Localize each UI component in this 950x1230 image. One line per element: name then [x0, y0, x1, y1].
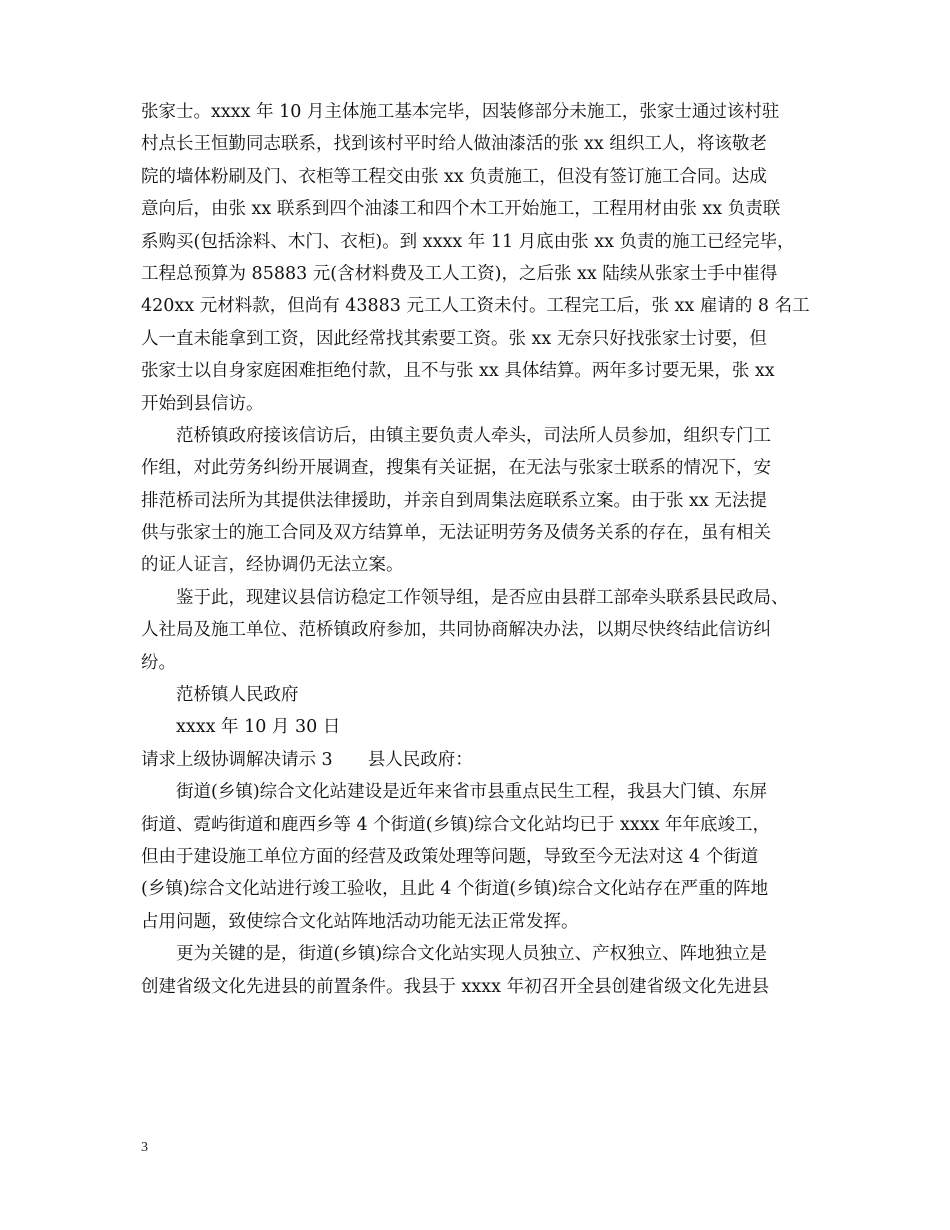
text-line: 纷。: [141, 652, 176, 673]
text-line: 街道、霓屿街道和鹿西乡等 4 个街道(乡镇)综合文化站均已于 xxxx 年年底竣工，: [141, 814, 771, 835]
text-line: 更为关键的是，街道(乡镇)综合文化站实现人员独立、产权独立、阵地独立是: [176, 944, 768, 965]
text-line: 作组，对此劳务纠纷开展调查，搜集有关证据，在无法与张家士联系的情况下，安: [141, 458, 771, 479]
text-line: 的证人证言，经协调仍无法立案。: [141, 555, 404, 576]
text-line: 院的墙体粉刷及门、衣柜等工程交由张 xx 负责施工，但没有签订施工合同。达成: [141, 166, 767, 187]
text-line: 工程总预算为 85883 元(含材料费及工人工资)，之后张 xx 陆续从张家士手中崔得: [141, 263, 778, 284]
text-line: 鉴于此，现建议县信访稳定工作领导组，是否应由县群工部牵头联系县民政局、: [176, 587, 789, 608]
text-line: 420xx 元材料款，但尚有 43883 元工人工资未付。工程完工后，张 xx 雇请的 8 名工: [141, 296, 810, 317]
text-line: 人一直未能拿到工资，因此经常找其索要工资。张 xx 无奈只好找张家士讨要，但: [141, 328, 767, 349]
text-line: (乡镇)综合文化站进行竣工验收，且此 4 个街道(乡镇)综合文化站存在严重的阵地: [141, 879, 769, 900]
text-line: 创建省级文化先进县的前置条件。我县于 xxxx 年初召开全县创建省级文化先进县: [141, 976, 770, 997]
text-line: 请求上级协调解决请示 3 县人民政府：: [141, 749, 473, 770]
text-line: 意向后，由张 xx 联系到四个油漆工和四个木工开始施工，工程用材由张 xx 负责联: [141, 199, 781, 220]
text-line: 系购买(包括涂料、木门、衣柜)。到 xxxx 年 11 月底由张 xx 负责的施工已经完毕，: [141, 231, 795, 252]
text-line: 张家士以自身家庭困难拒绝付款，且不与张 xx 具体结算。两年多讨要无果，张 xx: [141, 361, 775, 382]
text-line: 但由于建设施工单位方面的经营及政策处理等问题，导致至今无法对这 4 个街道: [141, 846, 759, 867]
document-body: [141, 96, 821, 1003]
text-line: xxxx 年 10 月 30 日: [176, 717, 341, 738]
text-line: 街道(乡镇)综合文化站建设是近年来省市县重点民生工程，我县大门镇、东屏: [176, 782, 768, 803]
text-line: 占用问题，致使综合文化站阵地活动功能无法正常发挥。: [141, 911, 579, 932]
text-line: 开始到县信访。: [141, 393, 264, 414]
text-line: 村点长王恒勤同志联系，找到该村平时给人做油漆活的张 xx 组织工人，将该敬老: [141, 134, 767, 155]
text-line: 范桥镇政府接该信访后，由镇主要负责人牵头，司法所人员参加，组织专门工: [176, 425, 771, 446]
text-line: 范桥镇人民政府: [176, 685, 299, 706]
text-line: 供与张家士的施工合同及双方结算单，无法证明劳务及债务关系的存在，虽有相关: [141, 523, 771, 544]
text-line: 人社局及施工单位、范桥镇政府参加，共同协商解决办法，以期尽快终结此信访纠: [141, 620, 771, 641]
page-number: 3: [141, 1140, 148, 1155]
text-line: 排范桥司法所为其提供法律援助，并亲自到周集法庭联系立案。由于张 xx 无法提: [141, 490, 767, 511]
text-line: 张家士。xxxx 年 10 月主体施工基本完毕，因装修部分未施工，张家士通过该村驻: [141, 102, 780, 122]
